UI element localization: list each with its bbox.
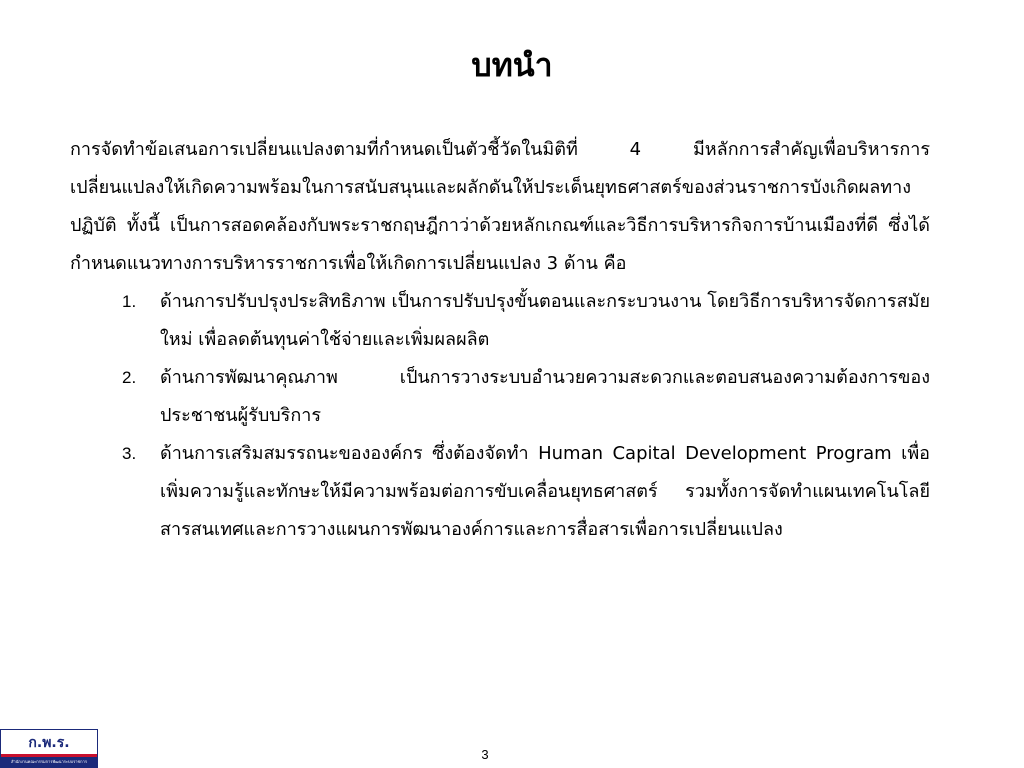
list-item	[70, 359, 930, 435]
points-list	[70, 283, 930, 549]
list-item-number: 3.	[122, 444, 137, 463]
logo-subtext: สำนักงานคณะกรรมการพัฒนาระบบราชการ	[10, 759, 87, 764]
list-item-text: ด้านการพัฒนาคุณภาพ เป็นการวางระบบอำนวยความสะดวกและตอบสนองความต้องการของประชาชนผู้รับบริการ	[160, 367, 930, 426]
opdc-logo	[0, 729, 98, 768]
list-item-number: 1.	[122, 292, 137, 311]
slide-content	[70, 131, 930, 549]
list-item-number: 2.	[122, 368, 137, 387]
slide-title: บทนำ	[471, 46, 553, 84]
list-item	[70, 435, 930, 549]
list-item-text: ด้านการปรับปรุงประสิทธิภาพ เป็นการปรับปรุงขั้นตอนและกระบวนงาน โดยวิธีการบริหารจัดการสมัยใหม่ เพื่อลดต้นทุนค่าใช้จ่ายและเพิ่มผลผลิต	[160, 291, 930, 350]
list-item-text: ด้านการเสริมสมรรถนะขององค์กร ซึ่งต้องจัดทำ Human Capital Development Program เพื่อเพิ่มความรู้และทักษะให้มีความพร้อมต่อการขับเคลื่อนยุทธศาสตร์ รวมทั้งการจัดทำแผนเทคโนโลยีสารสนเทศและการวางแผนการพัฒนาองค์การและการสื่อสารเพื่อการเปลี่ยนแปลง	[160, 443, 930, 540]
list-item	[70, 283, 930, 359]
logo-text: ก.พ.ร.	[28, 735, 70, 751]
page-number: 3	[481, 747, 489, 762]
intro-paragraph: การจัดทำข้อเสนอการเปลี่ยนแปลงตามที่กำหนดเป็นตัวชี้วัดในมิติที่ 4 มีหลักการสำคัญเพื่อบริหารการเปลี่ยนแปลงให้เกิดความพร้อมในการสนับสนุนและผลักดันให้ประเด็นยุทธศาสตร์ของส่วนราชการบังเกิดผลทางปฏิบัติ ทั้งนี้ เป็นการสอดคล้องกับพระราชกฤษฎีกาว่าด้วยหลักเกณฑ์และวิธีการบริหารกิจการบ้านเมืองที่ดี ซึ่งได้กำหนดแนวทางการบริหารราชการเพื่อให้เกิดการเปลี่ยนแปลง 3 ด้าน คือ	[70, 139, 930, 274]
